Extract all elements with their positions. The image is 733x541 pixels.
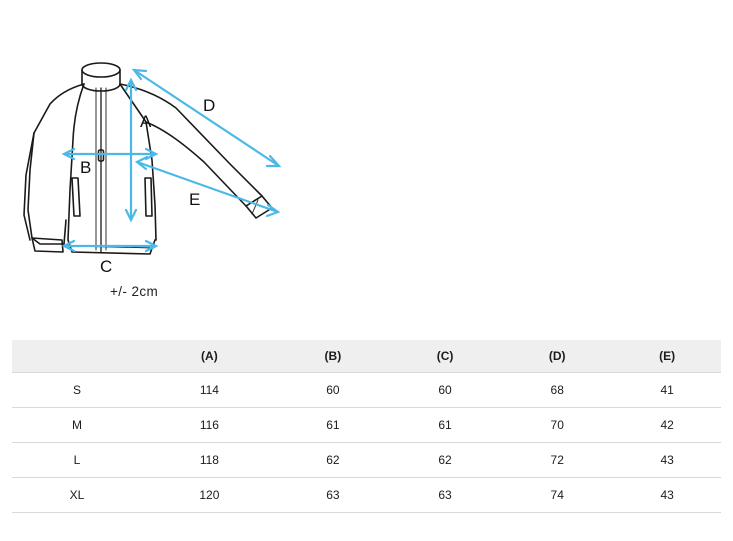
- label-b: B: [80, 158, 92, 177]
- cell-c: 60: [389, 373, 501, 408]
- column-header-c: (C): [389, 340, 501, 373]
- cell-size: S: [12, 373, 142, 408]
- cell-size: XL: [12, 478, 142, 513]
- label-e: E: [189, 190, 201, 209]
- table-header-row: [12, 340, 721, 373]
- cell-a: 116: [142, 408, 277, 443]
- cell-b: 62: [277, 443, 389, 478]
- cell-a: 120: [142, 478, 277, 513]
- cell-a: 114: [142, 373, 277, 408]
- column-header-size: [12, 340, 142, 373]
- label-c: C: [100, 257, 113, 276]
- column-header-a: (A): [142, 340, 277, 373]
- cell-b: 63: [277, 478, 389, 513]
- table-row: [12, 443, 721, 478]
- column-header-b: (B): [277, 340, 389, 373]
- cell-b: 61: [277, 408, 389, 443]
- cell-d: 68: [501, 373, 613, 408]
- cell-size: L: [12, 443, 142, 478]
- cell-d: 70: [501, 408, 613, 443]
- size-table: [12, 340, 721, 513]
- table-row: [12, 478, 721, 513]
- cell-size: M: [12, 408, 142, 443]
- label-d: D: [203, 96, 216, 115]
- cell-c: 62: [389, 443, 501, 478]
- table-body: [12, 373, 721, 513]
- cell-d: 72: [501, 443, 613, 478]
- cell-e: 42: [613, 408, 721, 443]
- cell-c: 63: [389, 478, 501, 513]
- cell-e: 43: [613, 443, 721, 478]
- cell-d: 74: [501, 478, 613, 513]
- cell-e: 43: [613, 478, 721, 513]
- cell-a: 118: [142, 443, 277, 478]
- label-a: A: [140, 112, 152, 131]
- cell-e: 41: [613, 373, 721, 408]
- cell-c: 61: [389, 408, 501, 443]
- column-header-d: (D): [501, 340, 613, 373]
- table-row: [12, 373, 721, 408]
- cell-b: 60: [277, 373, 389, 408]
- column-header-e: (E): [613, 340, 721, 373]
- table-row: [12, 408, 721, 443]
- size-table-container: [12, 340, 721, 513]
- tolerance-note: +/- 2cm: [110, 284, 159, 299]
- table-header: [12, 340, 721, 373]
